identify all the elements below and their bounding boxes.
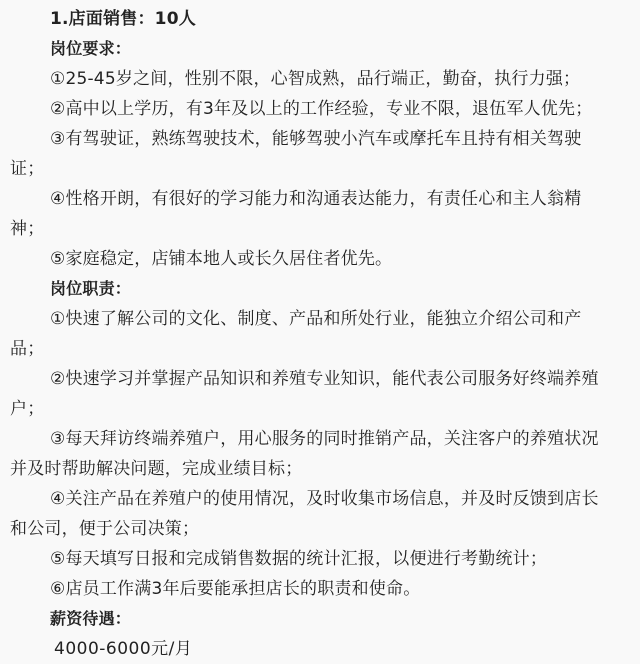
position-title: 1.店面销售：10人: [50, 9, 196, 29]
duty-line: ③每天拜访终端养殖户，用心服务的同时推销产品，关注客户的养殖状况: [50, 429, 599, 449]
duty-line-continuation: 户；: [10, 399, 45, 419]
duties-heading: 岗位职责：: [50, 279, 132, 298]
requirement-line: ①25-45岁之间，性别不限，心智成熟，品行端正，勤奋，执行力强；: [50, 69, 581, 89]
duty-line: ④关注产品在养殖户的使用情况，及时收集市场信息，并及时反馈到店长: [50, 489, 599, 509]
duty-line-continuation: 并及时帮助解决问题，完成业绩目标；: [10, 459, 303, 479]
duty-line: ⑤每天填写日报和完成销售数据的统计汇报，以便进行考勤统计；: [50, 549, 548, 569]
requirement-line: ④性格开朗，有很好的学习能力和沟通表达能力，有责任心和主人翁精: [50, 189, 582, 209]
duty-line-continuation: 和公司，便于公司决策；: [10, 519, 200, 539]
salary-heading: 薪资待遇：: [50, 609, 132, 628]
duty-line: ②快速学习并掌握产品知识和养殖专业知识，能代表公司服务好终端养殖: [50, 369, 599, 389]
requirement-line: ③有驾驶证，熟练驾驶技术，能够驾驶小汽车或摩托车且持有相关驾驶: [50, 129, 582, 149]
salary-value: 4000-6000元/月: [54, 639, 193, 659]
requirement-line-continuation: 神；: [10, 219, 45, 239]
requirement-line: ⑤家庭稳定，店铺本地人或长久居住者优先。: [50, 249, 393, 269]
requirement-line: ②高中以上学历，有3年及以上的工作经验，专业不限，退伍军人优先；: [50, 99, 593, 119]
duty-line: ①快速了解公司的文化、制度、产品和所处行业，能独立介绍公司和产: [50, 309, 582, 329]
duty-line: ⑥店员工作满3年后要能承担店长的职责和使命。: [50, 579, 421, 599]
requirement-line-continuation: 证；: [10, 159, 45, 179]
requirements-heading: 岗位要求：: [50, 39, 132, 58]
duty-line-continuation: 品；: [10, 339, 45, 359]
